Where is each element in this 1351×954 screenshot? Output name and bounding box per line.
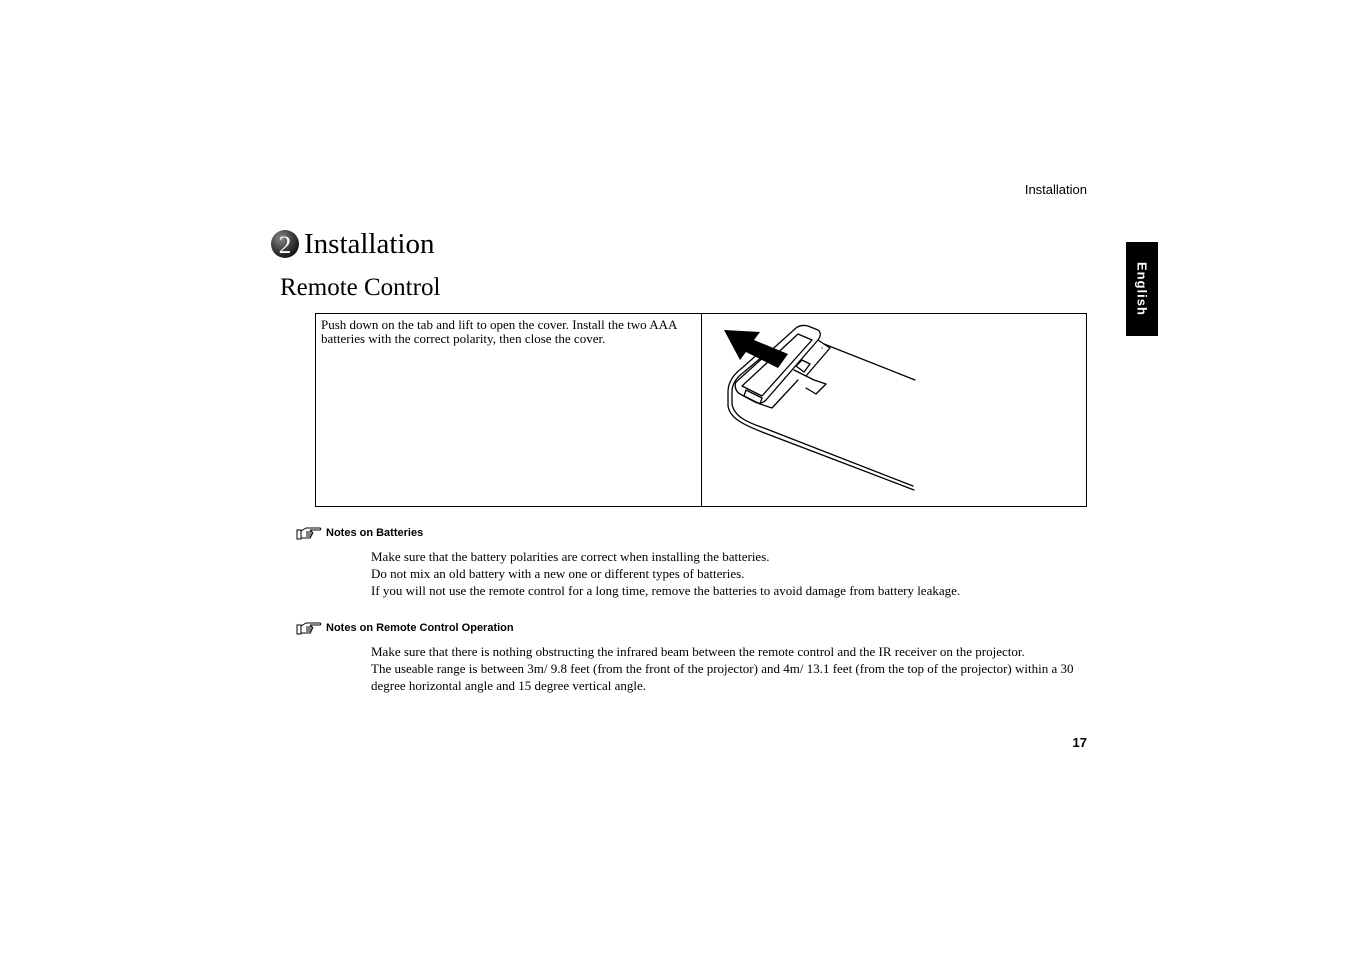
chapter-number: 2 [278,232,292,259]
language-tab-label: English [1134,262,1150,316]
page-number: 17 [1072,735,1087,750]
pointing-hand-icon [296,526,322,540]
batteries-notes-title: Notes on Batteries [326,527,424,539]
instruction-text: Push down on the tab and lift to open the cover. Install the two AAA batteries with the correct polarity, then close the cover. [316,314,702,506]
remote-operation-notes-list [371,643,1091,694]
section-title: Remote Control [280,274,441,301]
instruction-table [315,313,1087,507]
list-item: The useable range is between 3m/ 9.8 feet (from the front of the projector) and 4m/ 13.1 feet (from the top of the projector) within a 30 degree horizontal angle and 15 degree vertical angle. [371,661,1074,693]
list-item: Make sure that there is nothing obstructing the infrared beam between the remote control and the IR receiver on the projector. [371,644,1025,659]
running-header: Installation [1024,182,1087,197]
language-tab[interactable] [1126,242,1158,336]
chapter-title: Installation [304,228,435,260]
list-item: Make sure that the battery polarities are correct when installing the batteries. [371,549,770,564]
list-item: If you will not use the remote control for a long time, remove the batteries to avoid damage from battery leakage. [371,583,961,598]
list-item: Do not mix an old battery with a new one or different types of batteries. [371,566,745,581]
pointing-hand-icon [296,621,322,635]
batteries-notes-heading [296,526,423,540]
batteries-notes-list [371,548,1091,599]
remote-operation-notes-heading [296,621,514,635]
chapter-heading [270,226,434,262]
instruction-figure [702,314,1086,506]
remote-battery-cover-icon [702,314,1087,506]
remote-operation-notes-title: Notes on Remote Control Operation [326,622,514,634]
chapter-number-badge [270,229,300,259]
